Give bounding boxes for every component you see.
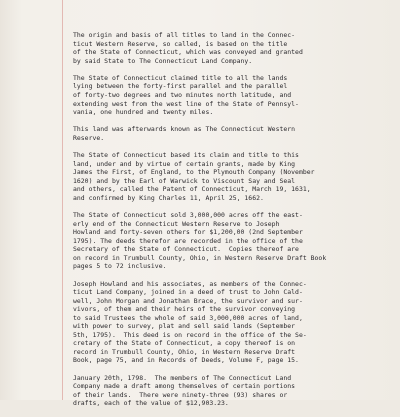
- paragraph-origin: The origin and basis of all titles to land in the Connec- ticut Western Reserve, so called, is based on the title of the State of Connecticut, which was conveyed and granted by said State to The Connecticut Land Company.: [73, 31, 303, 65]
- paragraph-draft: January 20th, 1798. The members of The Connecticut Land Company made a draft among themselves of certain portions of their lands. There were ninety-three (93) shares or drafts, each of the value of $12,903.23.: [73, 373, 296, 408]
- paragraph-known-as: This land was afterwards known as The Connecticut Western Reserve.: [73, 125, 296, 142]
- paragraph-trust-deed: Joseph Howland and his associates, as members of the Connec- ticut Land Company, joined in a deed of trust to John Cald- well, John Morgan and Jonathan Brace, the survivor and sur- vivors, of them and their heirs of the survivor conveying to said Trustees the whole of said 3,000,000 acres of land, with power to survey, plat and sell said lands (September 5th, 1795). This deed is on record in the office of the Se- cretary of the State of Connecticut, a copy thereof is on record in Trumbull County, Ohio, in Western Reserve Draft Book, page 75, and in Records of Deeds, Volume F, page 15.: [73, 279, 307, 365]
- paragraph-claim: The State of Connecticut claimed title to all the lands lying between the forty-first parallel and the parallel of forty-two degrees and two minutes north latitude, and extending west from the west line of the State of Pennsyl- vania, one hundred and twenty miles.: [73, 73, 299, 117]
- paragraph-sale: The State of Connecticut sold 3,000,000 acres off the east- erly end of the Connecticut Western Reserve to Joseph Howland and forty-seven others for $1,200,00 (2nd September 1795). The deeds therefor are recorded in the office of the Secretary of the State of Connecticut. Copies thereof are on record in Trumbull County, Ohio, in Western Reserve Draft Book pages 5 to 72 inclusive.: [73, 211, 327, 271]
- document-body: [73, 31, 393, 417]
- margin-line: [62, 0, 63, 400]
- paragraph-grants: The State of Connecticut based its claim and title to this land, under and by virtue of certain grants, made by King James the First, of England, to the Plymouth Company (November 1620) and by the Earl of Warwick to Viscount Say and Seal and others, called the Patent of Connecticut, March 19, 1631, and confirmed by King Charles 11, April 25, 1662.: [73, 151, 315, 202]
